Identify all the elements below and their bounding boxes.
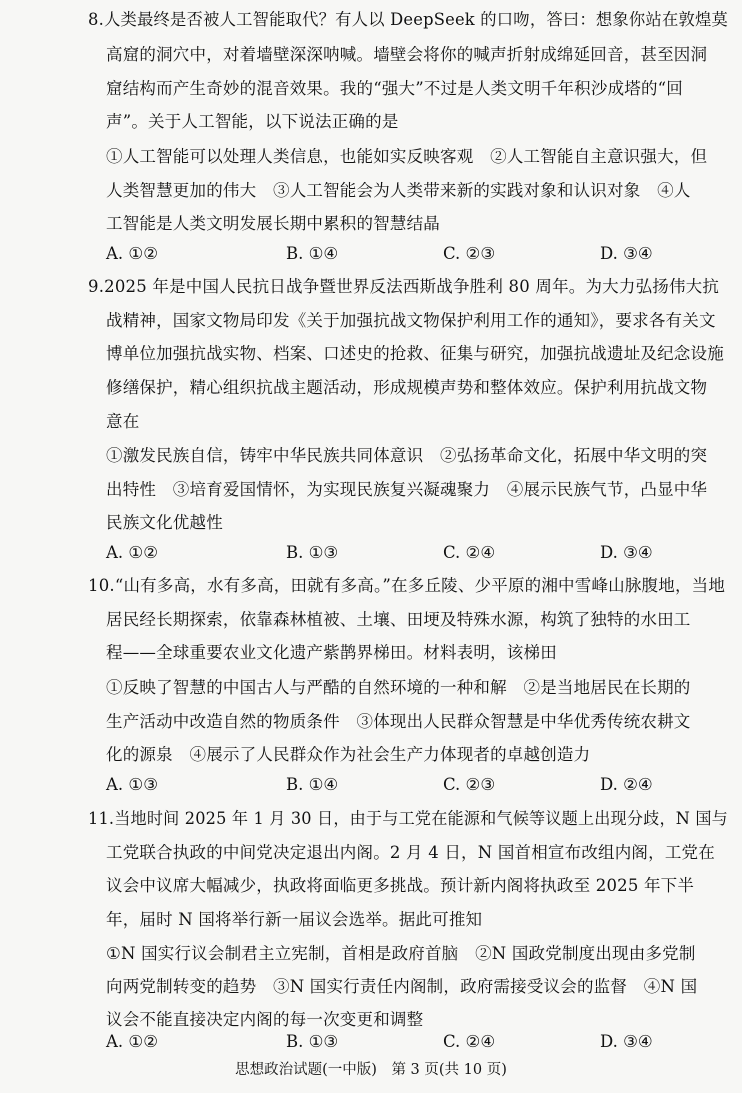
question-stem-line: 高窟的洞穴中，对着墙壁深深呐喊。墙壁会将你的喊声折射成绵延回音，甚至因洞 bbox=[106, 45, 708, 64]
option-d[interactable]: D. ②④ bbox=[600, 775, 653, 794]
option-a[interactable]: A. ①② bbox=[106, 1032, 158, 1051]
option-a[interactable]: A. ①② bbox=[106, 244, 158, 263]
question-stem-line: 修缮保护，精心组织抗战主题活动，形成规模声势和整体效应。保护利用抗战文物 bbox=[106, 378, 708, 397]
question-stem-line: 程——全球重要农业文化遗产紫鹊界梯田。材料表明，该梯田 bbox=[106, 643, 557, 662]
option-b[interactable]: B. ①③ bbox=[286, 1032, 339, 1051]
option-c[interactable]: C. ②④ bbox=[443, 1032, 496, 1051]
statement-line: 生产活动中改造自然的物质条件 ③体现出人民群众智慧是中华优秀传统农耕文 bbox=[106, 712, 691, 731]
question-stem-line: 声”。关于人工智能，以下说法正确的是 bbox=[106, 112, 399, 131]
option-b[interactable]: B. ①④ bbox=[286, 775, 339, 794]
option-d[interactable]: D. ③④ bbox=[600, 1032, 653, 1051]
question-stem-line: 议会中议席大幅减少，执政将面临更多挑战。预计新内阁将执政至 2025 年下半 bbox=[106, 876, 695, 895]
question-stem-line: 居民经长期探索，依靠森林植被、土壤、田埂及特殊水源，构筑了独特的水田工 bbox=[106, 610, 691, 629]
statement-line: 民族文化优越性 bbox=[106, 513, 223, 532]
option-b[interactable]: B. ①③ bbox=[286, 543, 339, 562]
statement-line: 工智能是人类文明发展长期中累积的智慧结晶 bbox=[106, 214, 440, 233]
option-a[interactable]: A. ①③ bbox=[106, 775, 158, 794]
question-stem-line: 战精神，国家文物局印发《关于加强抗战文物保护利用工作的通知》，要求各有关文 bbox=[106, 311, 716, 330]
statement-line: ①激发民族自信，铸牢中华民族共同体意识 ②弘扬革命文化，拓展中华文明的突 bbox=[106, 446, 708, 465]
option-c[interactable]: C. ②③ bbox=[443, 244, 496, 263]
statement-line: 议会不能直接决定内阁的每一次变更和调整 bbox=[106, 1010, 424, 1029]
question-stem-line: 意在 bbox=[106, 412, 140, 431]
statement-line: 向两党制转变的趋势 ③N 国实行责任内阁制，政府需接受议会的监督 ④N 国 bbox=[106, 977, 698, 996]
option-c[interactable]: C. ②③ bbox=[443, 775, 496, 794]
option-d[interactable]: D. ③④ bbox=[600, 244, 653, 263]
question-stem-line: 窟结构而产生奇妙的混音效果。我的“强大”不过是人类文明千年积沙成塔的“回 bbox=[106, 79, 684, 98]
question-stem-line: 8.人类最终是否被人工智能取代？有人以 DeepSeek 的口吻，答曰：想象你站在敦煌莫 bbox=[88, 10, 728, 29]
question-stem-line: 10.“山有多高，水有多高，田就有多高。”在多丘陵、少平原的湘中雪峰山脉腹地，当地 bbox=[88, 576, 726, 595]
option-d[interactable]: D. ③④ bbox=[600, 543, 653, 562]
option-a[interactable]: A. ①② bbox=[106, 543, 158, 562]
question-stem-line: 工党联合执政的中间党决定退出内阁。2 月 4 日，N 国首相宣布改组内阁，工党在 bbox=[106, 843, 715, 862]
statement-line: 化的源泉 ④展示了人民群众作为社会生产力体现者的卓越创造力 bbox=[106, 745, 591, 764]
option-c[interactable]: C. ②④ bbox=[443, 543, 496, 562]
page-footer: 思想政治试题(一中版) 第 3 页(共 10 页) bbox=[235, 1062, 507, 1078]
question-stem-line: 9.2025 年是中国人民抗日战争暨世界反法西斯战争胜利 80 周年。为大力弘扬伟大抗 bbox=[88, 277, 720, 296]
statement-line: ①N 国实行议会制君主立宪制，首相是政府首脑 ②N 国政党制度出现由多党制 bbox=[106, 944, 696, 963]
statement-line: ①反映了智慧的中国古人与严酷的自然环境的一种和解 ②是当地居民在长期的 bbox=[106, 678, 691, 697]
statement-line: ①人工智能可以处理人类信息，也能如实反映客观 ②人工智能自主意识强大，但 bbox=[106, 147, 708, 166]
statement-line: 出特性 ③培育爱国情怀，为实现民族复兴凝魂聚力 ④展示民族气节，凸显中华 bbox=[106, 480, 708, 499]
question-stem-line: 年，届时 N 国将举行新一届议会选举。据此可推知 bbox=[106, 910, 483, 929]
question-stem-line: 博单位加强抗战实物、档案、口述史的抢救、征集与研究，加强抗战遗址及纪念设施 bbox=[106, 344, 724, 363]
statement-line: 人类智慧更加的伟大 ③人工智能会为人类带来新的实践对象和认识对象 ④人 bbox=[106, 181, 691, 200]
question-stem-line: 11.当地时间 2025 年 1 月 30 日，由于与工党在能源和气候等议题上出现分歧，N 国与 bbox=[88, 809, 728, 828]
option-b[interactable]: B. ①④ bbox=[286, 244, 339, 263]
